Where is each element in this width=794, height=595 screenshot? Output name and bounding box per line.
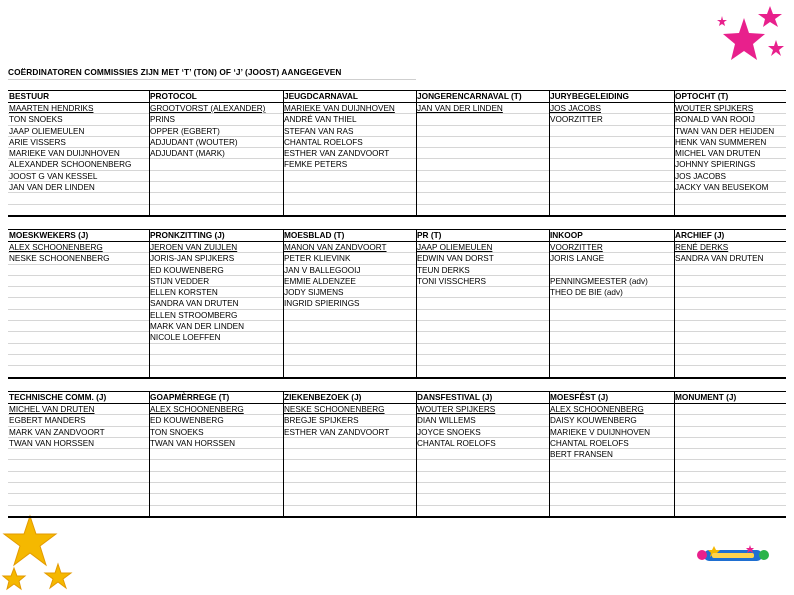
member-coordinator: MAARTEN HENDRIKS bbox=[8, 103, 149, 114]
column-divider bbox=[674, 229, 675, 379]
empty-row bbox=[674, 404, 786, 415]
empty-row bbox=[283, 449, 416, 460]
empty-row bbox=[416, 483, 549, 494]
member-name: RONALD VAN ROOIJ bbox=[674, 114, 786, 125]
empty-row bbox=[674, 265, 786, 276]
empty-row bbox=[283, 310, 416, 321]
empty-row bbox=[549, 137, 674, 148]
empty-row bbox=[416, 193, 549, 204]
commission-column bbox=[416, 391, 549, 517]
empty-row bbox=[416, 182, 549, 193]
member-name: TEUN DERKS bbox=[416, 265, 549, 276]
empty-row bbox=[149, 193, 283, 204]
empty-row bbox=[549, 355, 674, 366]
member-coordinator: WOUTER SPIJKERS bbox=[416, 404, 549, 415]
empty-row bbox=[549, 182, 674, 193]
commission-title: GOAPMÈRREGE (T) bbox=[150, 392, 230, 402]
empty-row bbox=[674, 355, 786, 366]
column-divider bbox=[549, 229, 550, 379]
empty-row bbox=[8, 193, 149, 204]
empty-row bbox=[549, 344, 674, 355]
empty-row bbox=[674, 460, 786, 471]
commission-column bbox=[283, 229, 416, 378]
empty-row bbox=[549, 298, 674, 309]
empty-row bbox=[674, 276, 786, 287]
commission-column bbox=[283, 90, 416, 216]
empty-row bbox=[549, 171, 674, 182]
empty-row bbox=[549, 494, 674, 505]
member-name: JOHNNY SPIERINGS bbox=[674, 159, 786, 170]
empty-row bbox=[416, 310, 549, 321]
commission-column bbox=[149, 229, 283, 378]
empty-row bbox=[149, 472, 283, 483]
empty-row bbox=[416, 355, 549, 366]
member-name: ESTHER VAN ZANDVOORT bbox=[283, 427, 416, 438]
member-name: SANDRA VAN DRUTEN bbox=[674, 253, 786, 264]
member-coordinator: JAN VAN DER LINDEN bbox=[416, 103, 549, 114]
member-coordinator: NESKE SCHOONENBERG bbox=[283, 404, 416, 415]
empty-row bbox=[674, 287, 786, 298]
member-name: PETER KLIEVINK bbox=[283, 253, 416, 264]
member-name: NICOLE LOEFFEN bbox=[149, 332, 283, 343]
block-bottom-border bbox=[8, 516, 786, 518]
commission-title: PROTOCOL bbox=[150, 91, 197, 101]
member-name: BREGJE SPIJKERS bbox=[283, 415, 416, 426]
empty-row bbox=[416, 171, 549, 182]
empty-row bbox=[8, 355, 149, 366]
column-divider bbox=[283, 90, 284, 217]
commission-block bbox=[8, 391, 786, 518]
empty-row bbox=[674, 298, 786, 309]
empty-row bbox=[149, 449, 283, 460]
member-name: TWAN VAN HORSSEN bbox=[8, 438, 149, 449]
member-name: JOS JACOBS bbox=[674, 171, 786, 182]
empty-row bbox=[8, 321, 149, 332]
member-name: DIAN WILLEMS bbox=[416, 415, 549, 426]
empty-row bbox=[283, 344, 416, 355]
member-name: MARK VAN ZANDVOORT bbox=[8, 427, 149, 438]
block-bottom-border bbox=[8, 377, 786, 379]
member-name: TWAN VAN HORSSEN bbox=[149, 438, 283, 449]
member-name: EDWIN VAN DORST bbox=[416, 253, 549, 264]
member-name: MARIEKE V DUIJNHOVEN bbox=[549, 427, 674, 438]
commission-title: MOESFÊST (J) bbox=[550, 392, 609, 402]
member-name: VOORZITTER bbox=[549, 114, 674, 125]
empty-row bbox=[549, 460, 674, 471]
member-name: ELLEN KORSTEN bbox=[149, 287, 283, 298]
empty-row bbox=[8, 449, 149, 460]
empty-row bbox=[8, 460, 149, 471]
yellow-star-large-icon bbox=[4, 516, 56, 565]
member-coordinator: VOORZITTER bbox=[549, 242, 674, 253]
commission-title: ZIEKENBEZOEK (J) bbox=[284, 392, 362, 402]
commission-title: BESTUUR bbox=[9, 91, 50, 101]
commission-title: TECHNISCHE COMM. (J) bbox=[9, 392, 107, 402]
member-name: JORIS LANGE bbox=[549, 253, 674, 264]
yellow-stars-decoration bbox=[0, 510, 80, 595]
empty-row bbox=[283, 494, 416, 505]
member-name: EMMIE ALDENZEE bbox=[283, 276, 416, 287]
empty-row bbox=[549, 310, 674, 321]
empty-row bbox=[416, 332, 549, 343]
commission-column bbox=[149, 391, 283, 517]
empty-row bbox=[283, 171, 416, 182]
empty-row bbox=[283, 472, 416, 483]
member-name: JOOST G VAN KESSEL bbox=[8, 171, 149, 182]
member-name: JOYCE SNOEKS bbox=[416, 427, 549, 438]
column-divider bbox=[283, 391, 284, 518]
empty-row bbox=[416, 287, 549, 298]
member-name: MARK VAN DER LINDEN bbox=[149, 321, 283, 332]
member-name: JACKY VAN BEUSEKOM bbox=[674, 182, 786, 193]
commission-column bbox=[549, 229, 674, 378]
empty-row bbox=[416, 148, 549, 159]
empty-row bbox=[549, 332, 674, 343]
empty-row bbox=[416, 137, 549, 148]
empty-row bbox=[149, 182, 283, 193]
commission-title: MONUMENT (J) bbox=[675, 392, 737, 402]
column-divider bbox=[283, 229, 284, 379]
member-name: PRINS bbox=[149, 114, 283, 125]
commission-title: MOESKWEKERS (J) bbox=[9, 230, 89, 240]
commission-title: DANSFESTIVAL (J) bbox=[417, 392, 493, 402]
member-name: OPPER (EGBERT) bbox=[149, 126, 283, 137]
member-name: HENK VAN SUMMEREN bbox=[674, 137, 786, 148]
empty-row bbox=[674, 472, 786, 483]
member-coordinator: MARIEKE VAN DUIJNHOVEN bbox=[283, 103, 416, 114]
commission-column bbox=[8, 229, 149, 378]
member-coordinator: MICHEL VAN DRUTEN bbox=[8, 404, 149, 415]
commission-title: PRONKZITTING (J) bbox=[150, 230, 225, 240]
member-name: JORIS-JAN SPIJKERS bbox=[149, 253, 283, 264]
empty-row bbox=[283, 355, 416, 366]
member-name: JAN VAN DER LINDEN bbox=[8, 182, 149, 193]
member-coordinator: JAAP OLIEMEULEN bbox=[416, 242, 549, 253]
member-name: ADJUDANT (WOUTER) bbox=[149, 137, 283, 148]
member-coordinator: JEROEN VAN ZUIJLEN bbox=[149, 242, 283, 253]
commission-column bbox=[674, 90, 786, 216]
member-name: ADJUDANT (MARK) bbox=[149, 148, 283, 159]
commission-column bbox=[416, 229, 549, 378]
member-name: TON SNOEKS bbox=[8, 114, 149, 125]
empty-row bbox=[416, 472, 549, 483]
empty-row bbox=[549, 148, 674, 159]
empty-row bbox=[416, 321, 549, 332]
empty-row bbox=[149, 460, 283, 471]
column-divider bbox=[149, 90, 150, 217]
empty-row bbox=[549, 193, 674, 204]
empty-row bbox=[8, 494, 149, 505]
empty-row bbox=[283, 193, 416, 204]
member-coordinator: GROOTVORST (ALEXANDER) bbox=[149, 103, 283, 114]
commission-title: MOESBLAD (T) bbox=[284, 230, 345, 240]
member-name: JAAP OLIEMEULEN bbox=[8, 126, 149, 137]
title-underline bbox=[8, 79, 416, 80]
empty-row bbox=[674, 310, 786, 321]
commission-title: JONGERENCARNAVAL (T) bbox=[417, 91, 522, 101]
empty-row bbox=[674, 494, 786, 505]
commission-column bbox=[674, 391, 786, 517]
empty-row bbox=[416, 460, 549, 471]
member-name: TON SNOEKS bbox=[149, 427, 283, 438]
commission-column bbox=[8, 90, 149, 216]
empty-row bbox=[674, 344, 786, 355]
member-name: ED KOUWENBERG bbox=[149, 265, 283, 276]
empty-row bbox=[674, 193, 786, 204]
carnival-logo bbox=[694, 544, 772, 566]
column-divider bbox=[416, 229, 417, 379]
empty-row bbox=[416, 126, 549, 137]
member-name: INGRID SPIERINGS bbox=[283, 298, 416, 309]
member-name: STEFAN VAN RAS bbox=[283, 126, 416, 137]
empty-row bbox=[283, 321, 416, 332]
empty-row bbox=[549, 321, 674, 332]
column-divider bbox=[416, 90, 417, 217]
member-name bbox=[549, 265, 674, 276]
member-name: JODY SIJMENS bbox=[283, 287, 416, 298]
member-name: ARIE VISSERS bbox=[8, 137, 149, 148]
empty-row bbox=[283, 438, 416, 449]
member-name: ELLEN STROOMBERG bbox=[149, 310, 283, 321]
member-name: NESKE SCHOONENBERG bbox=[8, 253, 149, 264]
empty-row bbox=[8, 310, 149, 321]
empty-row bbox=[283, 332, 416, 343]
empty-row bbox=[149, 355, 283, 366]
empty-row bbox=[416, 449, 549, 460]
empty-row bbox=[149, 344, 283, 355]
member-name: ESTHER VAN ZANDVOORT bbox=[283, 148, 416, 159]
commission-column bbox=[416, 90, 549, 216]
empty-row bbox=[8, 332, 149, 343]
member-name: JAN V BALLEGOOIJ bbox=[283, 265, 416, 276]
member-coordinator: ALEX SCHOONENBERG bbox=[149, 404, 283, 415]
yellow-star-medium-icon bbox=[45, 564, 71, 588]
commission-title: JEUGDCARNAVAL bbox=[284, 91, 358, 101]
member-name: EGBERT MANDERS bbox=[8, 415, 149, 426]
member-name: STIJN VEDDER bbox=[149, 276, 283, 287]
empty-row bbox=[8, 483, 149, 494]
member-coordinator: ALEX SCHOONENBERG bbox=[8, 242, 149, 253]
member-name: BERT FRANSEN bbox=[549, 449, 674, 460]
block-bottom-border bbox=[8, 215, 786, 217]
member-name: MICHEL VAN DRUTEN bbox=[674, 148, 786, 159]
empty-row bbox=[8, 276, 149, 287]
column-divider bbox=[416, 391, 417, 518]
empty-row bbox=[674, 438, 786, 449]
commission-title: JURYBEGELEIDING bbox=[550, 91, 629, 101]
pink-star-tiny-icon bbox=[768, 40, 784, 56]
member-name: DAISY KOUWENBERG bbox=[549, 415, 674, 426]
pink-star-small-icon bbox=[758, 6, 782, 27]
commission-title: ARCHIEF (J) bbox=[675, 230, 725, 240]
member-coordinator: MANON VAN ZANDVOORT bbox=[283, 242, 416, 253]
commission-column bbox=[149, 90, 283, 216]
empty-row bbox=[8, 298, 149, 309]
member-name: ANDRÉ VAN THIEL bbox=[283, 114, 416, 125]
member-name: MARIEKE VAN DUIJNHOVEN bbox=[8, 148, 149, 159]
column-divider bbox=[674, 90, 675, 217]
member-name: ALEXANDER SCHOONENBERG bbox=[8, 159, 149, 170]
page-title: COËRDINATOREN COMMISSIES ZIJN MET ‘T’ (TON) OF ‘J’ (JOOST) AANGEGEVEN bbox=[8, 67, 342, 77]
empty-row bbox=[416, 114, 549, 125]
commission-title: INKOOP bbox=[550, 230, 583, 240]
member-name: TWAN VAN DER HEIJDEN bbox=[674, 126, 786, 137]
empty-row bbox=[416, 494, 549, 505]
empty-row bbox=[549, 159, 674, 170]
member-coordinator: ALEX SCHOONENBERG bbox=[549, 404, 674, 415]
column-divider bbox=[149, 229, 150, 379]
member-coordinator: RENÉ DERKS bbox=[674, 242, 786, 253]
member-name: ED KOUWENBERG bbox=[149, 415, 283, 426]
empty-row bbox=[149, 494, 283, 505]
empty-row bbox=[674, 415, 786, 426]
empty-row bbox=[416, 159, 549, 170]
column-divider bbox=[149, 391, 150, 518]
empty-row bbox=[549, 472, 674, 483]
member-name: PENNINGMEESTER (adv) bbox=[549, 276, 674, 287]
commission-column bbox=[674, 229, 786, 378]
empty-row bbox=[283, 182, 416, 193]
empty-row bbox=[149, 171, 283, 182]
commission-column bbox=[8, 391, 149, 517]
pink-star-large-icon bbox=[723, 18, 765, 60]
commission-column bbox=[549, 391, 674, 517]
empty-row bbox=[149, 483, 283, 494]
member-name: FEMKE PETERS bbox=[283, 159, 416, 170]
pink-stars-decoration bbox=[712, 4, 794, 66]
commission-title: OPTOCHT (T) bbox=[675, 91, 729, 101]
empty-row bbox=[283, 460, 416, 471]
column-divider bbox=[549, 391, 550, 518]
column-divider bbox=[674, 391, 675, 518]
pink-star-mini-icon bbox=[717, 16, 727, 26]
member-name: SANDRA VAN DRUTEN bbox=[149, 298, 283, 309]
empty-row bbox=[416, 344, 549, 355]
empty-row bbox=[8, 344, 149, 355]
member-name: TONI VISSCHERS bbox=[416, 276, 549, 287]
yellow-star-small-icon bbox=[3, 568, 25, 589]
empty-row bbox=[674, 449, 786, 460]
empty-row bbox=[8, 265, 149, 276]
member-name: CHANTAL ROELOFS bbox=[549, 438, 674, 449]
empty-row bbox=[416, 298, 549, 309]
empty-row bbox=[674, 427, 786, 438]
member-name: CHANTAL ROELOFS bbox=[416, 438, 549, 449]
member-name: CHANTAL ROELOFS bbox=[283, 137, 416, 148]
commission-block bbox=[8, 229, 786, 379]
column-divider bbox=[549, 90, 550, 217]
commission-column bbox=[283, 391, 416, 517]
empty-row bbox=[8, 287, 149, 298]
member-name: THEO DE BIE (adv) bbox=[549, 287, 674, 298]
commission-block bbox=[8, 90, 786, 217]
empty-row bbox=[8, 472, 149, 483]
member-coordinator: JOS JACOBS bbox=[549, 103, 674, 114]
empty-row bbox=[549, 126, 674, 137]
commission-title: PR (T) bbox=[417, 230, 442, 240]
empty-row bbox=[674, 321, 786, 332]
empty-row bbox=[549, 483, 674, 494]
member-coordinator: WOUTER SPIJKERS bbox=[674, 103, 786, 114]
empty-row bbox=[283, 483, 416, 494]
commission-column bbox=[549, 90, 674, 216]
empty-row bbox=[149, 159, 283, 170]
empty-row bbox=[674, 332, 786, 343]
empty-row bbox=[674, 483, 786, 494]
